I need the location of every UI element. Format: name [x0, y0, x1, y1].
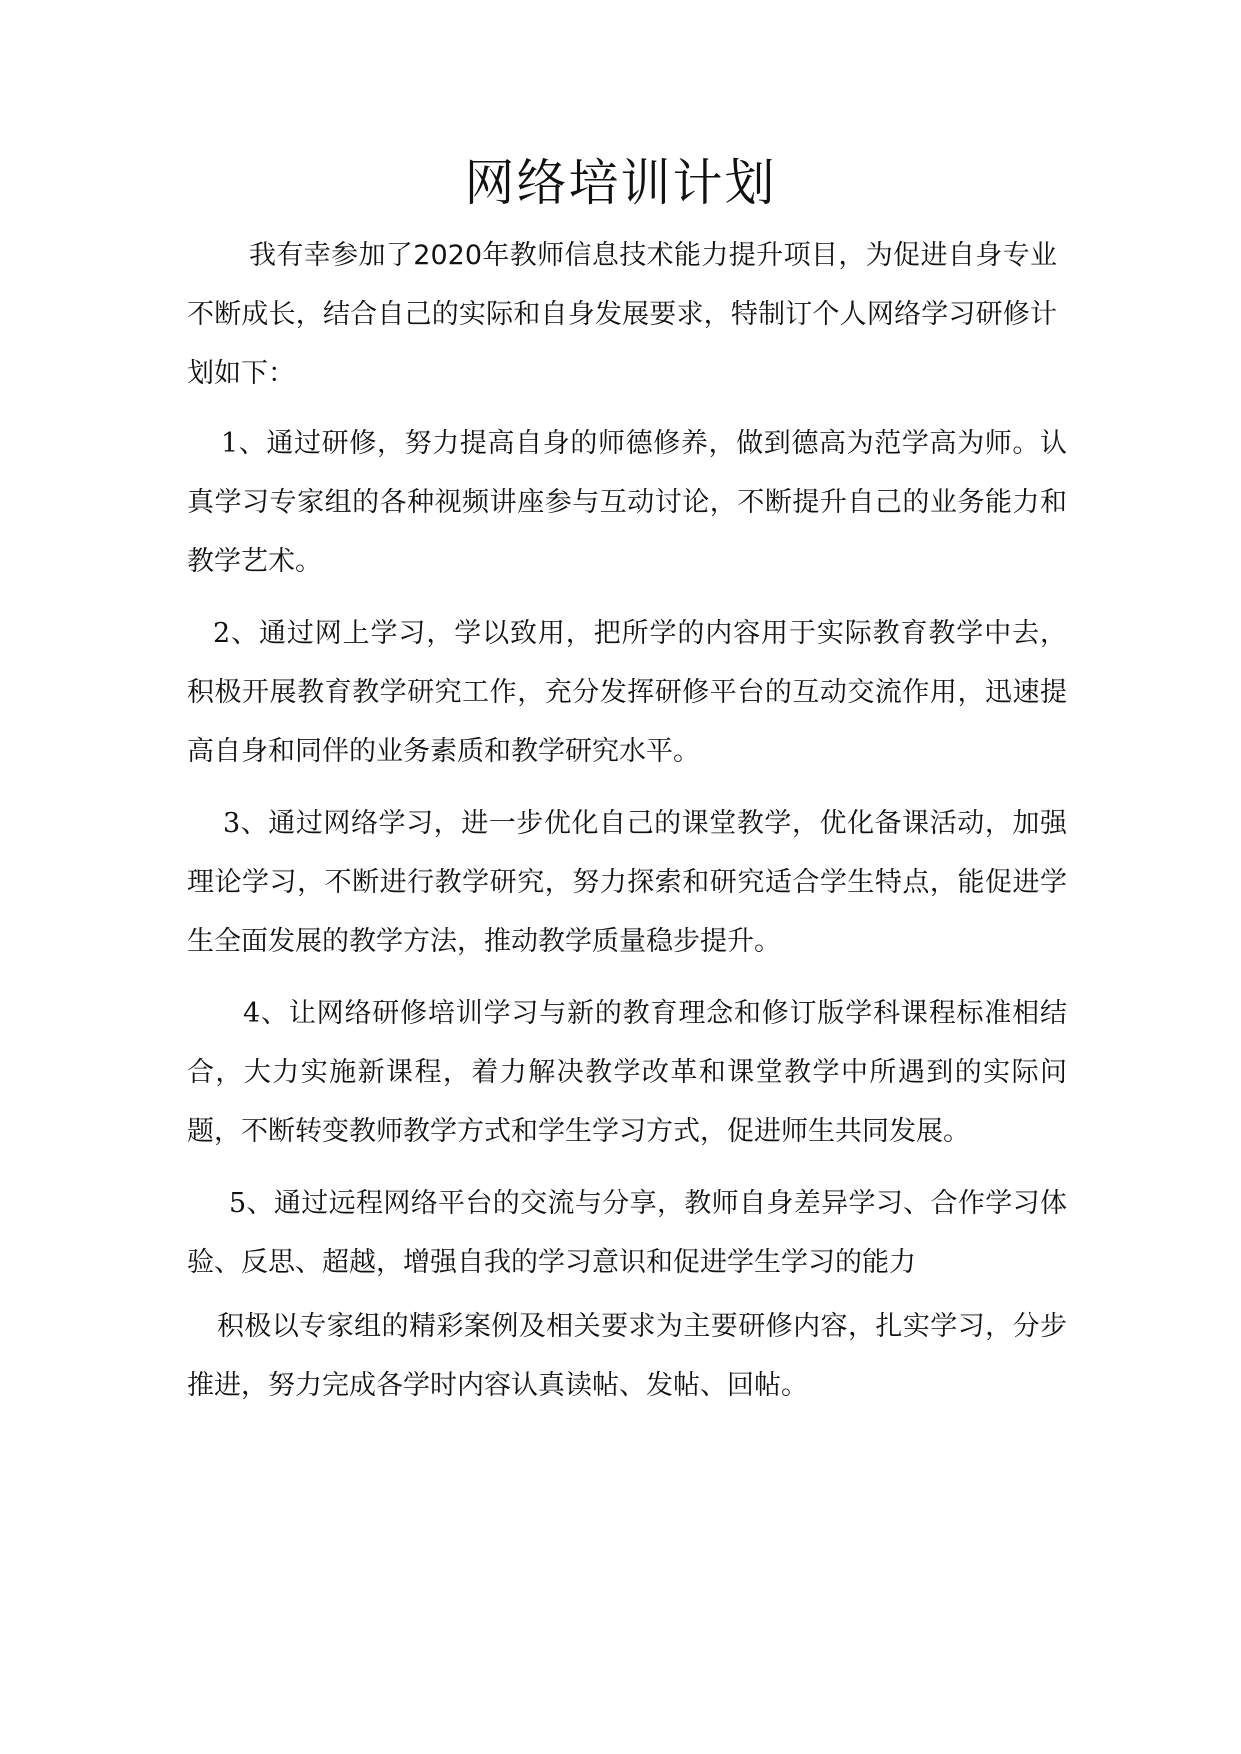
plan-item-4: 4、让网络研修培训学习与新的教育理念和修订版学科课程标准相结合，大力实施新课程，着力解决教学改革和课堂教学中所遇到的实际问题，不断转变教师教学方式和学生学习方式，促进师生共同发展。	[187, 998, 1067, 1147]
plan-item-2: 2、通过网上学习，学以致用，把所学的内容用于实际教育教学中去，积极开展教育教学研究工作，充分发挥研修平台的互动交流作用，迅速提高自身和同伴的业务素质和教学研究水平。	[187, 618, 1067, 767]
plan-item-5: 5、通过远程网络平台的交流与分享，教师自身差异学习、合作学习体验、反思、超越，增强自我的学习意识和促进学生学习的能力	[187, 1188, 1067, 1278]
document-title: 网络培训计划	[464, 154, 777, 212]
plan-item-3: 3、通过网络学习，进一步优化自己的课堂教学，优化备课活动，加强理论学习，不断进行教学研究，努力探索和研究适合学生特点，能促进学生全面发展的教学方法，推动教学质量稳步提升。	[187, 808, 1067, 957]
closing-paragraph: 积极以专家组的精彩案例及相关要求为主要研修内容，扎实学习，分步推进，努力完成各学时内容认真读帖、发帖、回帖。	[187, 1311, 1067, 1401]
plan-item-1: 1、通过研修，努力提高自身的师德修养，做到德高为范学高为师。认真学习专家组的各种视频讲座参与互动讨论，不断提升自己的业务能力和教学艺术。	[187, 428, 1067, 577]
intro-paragraph: 我有幸参加了2020年教师信息技术能力提升项目，为促进自身专业不断成长，结合自己的实际和自身发展要求，特制订个人网络学习研修计划如下：	[187, 240, 1057, 389]
